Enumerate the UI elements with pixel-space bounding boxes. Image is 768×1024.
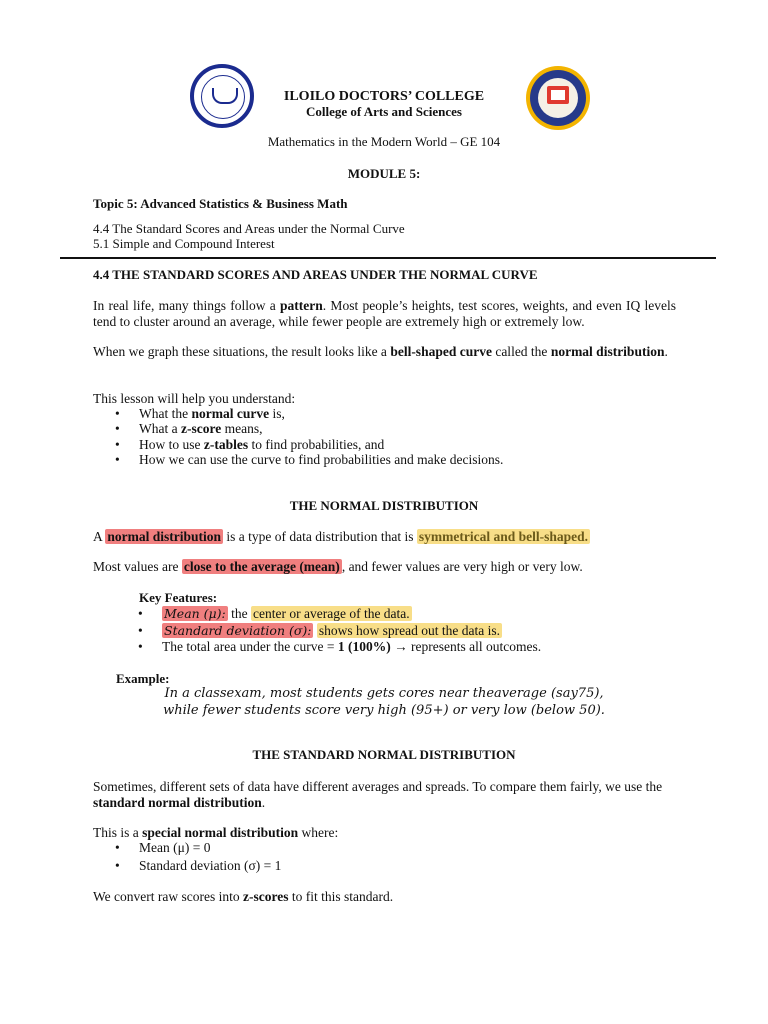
example-line-1: In a classexam, most students gets cores near theaverage (say75), — [164, 686, 604, 701]
subtopic-1: 4.4 The Standard Scores and Areas under the Normal Curve — [93, 221, 405, 236]
highlight-normal-distribution: normal distribution — [107, 529, 222, 544]
intro-paragraph: In real life, many things follow a pattern. Most people’s heights, test scores, weights, and even IQ levels tend to cluster around an average, while fewer people are extremely high or extremely low. — [93, 298, 677, 329]
special-distribution-paragraph: This is a special normal distribution where: — [93, 825, 339, 840]
mean-paragraph: Most values are close to the average (mean) , and fewer values are very high or very low. — [93, 559, 583, 574]
list-item: • What a z-score means, — [115, 421, 263, 436]
list-item: • Standard deviation (σ) = 1 — [115, 858, 282, 873]
list-item: • How to use z-tables to find probabilities, and — [115, 437, 385, 452]
key-features-title: Key Features: — [139, 590, 218, 605]
example-label: Example: — [116, 671, 170, 686]
lesson-intro: This lesson will help you understand: — [93, 391, 296, 406]
topic-title: Topic 5: Advanced Statistics & Business Math — [93, 196, 348, 211]
list-item: • Mean (μ): the center or average of the data. — [138, 606, 410, 621]
section-heading-standard-normal: THE STANDARD NORMAL DISTRIBUTION — [252, 747, 516, 762]
normal-dist-definition: A normal distribution is a type of data distribution that is symmetrical and bell-shaped. — [93, 529, 589, 544]
highlight-mean-desc: center or average of the data. — [253, 606, 410, 621]
graph-paragraph: When we graph these situations, the result looks like a bell-shaped curve called the normal distribution. — [93, 344, 668, 359]
highlight-sd-term: Standard deviation (σ): — [164, 623, 312, 638]
course-title: Mathematics in the Modern World – GE 104 — [267, 134, 501, 149]
list-item: • Standard deviation (σ): shows how spread out the data is. — [138, 623, 500, 638]
header-divider — [60, 257, 716, 259]
z-score-conversion-paragraph: We convert raw scores into z-scores to fit this standard. — [93, 889, 394, 904]
example-line-2: while fewer students score very high (95+) or very low (below 50). — [163, 703, 605, 718]
subtopic-2: 5.1 Simple and Compound Interest — [93, 236, 275, 251]
list-item: • Mean (μ) = 0 — [115, 840, 211, 855]
section-heading-normal-distribution: THE NORMAL DISTRIBUTION — [289, 498, 479, 513]
college-unit: College of Arts and Sciences — [306, 104, 462, 119]
section-heading-standard-scores: 4.4 THE STANDARD SCORES AND AREAS UNDER THE NORMAL CURVE — [93, 267, 538, 282]
list-item: • How we can use the curve to find probabilities and make decisions. — [115, 452, 504, 467]
highlight-symmetrical: symmetrical and bell-shaped. — [418, 529, 589, 544]
highlight-mean-term: Mean (μ): — [164, 606, 226, 621]
standard-normal-paragraph: Sometimes, different sets of data have different averages and spreads. To compare them fairly, we use the standard normal distribution. — [93, 779, 663, 810]
list-item: • The total area under the curve = 1 (100%) → represents all outcomes. — [138, 639, 542, 654]
module-title: MODULE 5: — [347, 166, 421, 181]
highlight-close-to-mean: close to the average (mean) — [183, 559, 340, 574]
highlight-sd-desc: shows how spread out the data is. — [318, 623, 500, 638]
college-name: ILOILO DOCTORS’ COLLEGE — [283, 89, 485, 104]
list-item: • What the normal curve is, — [115, 406, 285, 421]
